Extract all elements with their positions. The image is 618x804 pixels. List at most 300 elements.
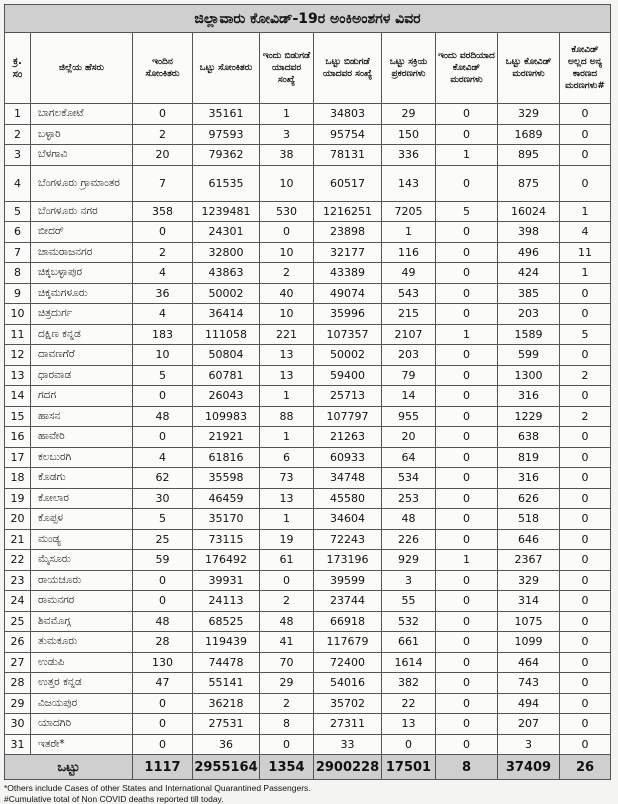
value-cell: 0 — [560, 447, 611, 468]
value-cell: 5 — [560, 324, 611, 345]
value-cell: 50002 — [314, 345, 382, 366]
value-cell: 19 — [260, 529, 314, 550]
value-cell: 2 — [260, 693, 314, 714]
serial-cell: 6 — [5, 222, 31, 243]
value-cell: 0 — [560, 591, 611, 612]
column-header: ಇಂದಿನ ಸೋಂಕಿತರು — [133, 33, 193, 104]
district-name-cell: ರಾಯಚೂರು — [31, 570, 133, 591]
value-cell: 0 — [436, 283, 498, 304]
value-cell: 743 — [498, 673, 560, 694]
value-cell: 55 — [382, 591, 436, 612]
value-cell: 1689 — [498, 124, 560, 145]
value-cell: 0 — [436, 693, 498, 714]
value-cell: 0 — [560, 714, 611, 735]
table-row — [5, 104, 611, 125]
value-cell: 28 — [133, 632, 193, 653]
table-row — [5, 673, 611, 694]
total-cell: 2955164 — [193, 755, 260, 780]
table-row — [5, 201, 611, 222]
value-cell: 0 — [560, 345, 611, 366]
table-body — [5, 104, 611, 755]
table-row — [5, 406, 611, 427]
value-cell: 47 — [133, 673, 193, 694]
district-name-cell: ಬೀದರ್ — [31, 222, 133, 243]
value-cell: 1 — [560, 263, 611, 284]
serial-cell: 23 — [5, 570, 31, 591]
value-cell: 25 — [133, 529, 193, 550]
value-cell: 2 — [260, 263, 314, 284]
value-cell: 0 — [560, 611, 611, 632]
value-cell: 36414 — [193, 304, 260, 325]
value-cell: 34604 — [314, 509, 382, 530]
serial-cell: 21 — [5, 529, 31, 550]
value-cell: 68525 — [193, 611, 260, 632]
district-name-cell: ಗದಗ — [31, 386, 133, 407]
value-cell: 61535 — [193, 165, 260, 201]
table-row — [5, 427, 611, 448]
district-name-cell: ಮಂಡ್ಯ — [31, 529, 133, 550]
value-cell: 48 — [133, 406, 193, 427]
value-cell: 49074 — [314, 283, 382, 304]
value-cell: 0 — [133, 714, 193, 735]
column-header: ಕ್ರ. ಸಂ — [5, 33, 31, 104]
value-cell: 1 — [260, 427, 314, 448]
value-cell: 2 — [560, 406, 611, 427]
table-row — [5, 386, 611, 407]
value-cell: 496 — [498, 242, 560, 263]
district-name-cell: ಚಿಕ್ಕಬಳ್ಳಾಪುರ — [31, 263, 133, 284]
value-cell: 358 — [133, 201, 193, 222]
table-row — [5, 447, 611, 468]
value-cell: 116 — [382, 242, 436, 263]
serial-cell: 26 — [5, 632, 31, 653]
district-name-cell: ಕೋಲಾರ — [31, 488, 133, 509]
value-cell: 0 — [436, 488, 498, 509]
value-cell: 150 — [382, 124, 436, 145]
table-row — [5, 324, 611, 345]
value-cell: 72400 — [314, 652, 382, 673]
district-name-cell: ದಾವಣಗೆರೆ — [31, 345, 133, 366]
district-name-cell: ಹಾವೇರಿ — [31, 427, 133, 448]
table-row — [5, 529, 611, 550]
value-cell: 599 — [498, 345, 560, 366]
value-cell: 49 — [382, 263, 436, 284]
district-covid-table — [4, 4, 611, 780]
value-cell: 183 — [133, 324, 193, 345]
value-cell: 638 — [498, 427, 560, 448]
district-name-cell: ಹಾಸನ — [31, 406, 133, 427]
serial-cell: 27 — [5, 652, 31, 673]
value-cell: 50002 — [193, 283, 260, 304]
value-cell: 0 — [436, 386, 498, 407]
footnote-others: *Others include Cases of other States and International Quarantined Passengers. — [4, 783, 311, 793]
value-cell: 74478 — [193, 652, 260, 673]
value-cell: 203 — [498, 304, 560, 325]
serial-cell: 31 — [5, 734, 31, 755]
district-name-cell: ಕಲಬುರಗಿ — [31, 447, 133, 468]
serial-cell: 18 — [5, 468, 31, 489]
value-cell: 23744 — [314, 591, 382, 612]
value-cell: 0 — [436, 734, 498, 755]
value-cell: 0 — [436, 427, 498, 448]
value-cell: 0 — [133, 591, 193, 612]
value-cell: 22 — [382, 693, 436, 714]
value-cell: 646 — [498, 529, 560, 550]
value-cell: 0 — [436, 570, 498, 591]
district-name-cell: ಧಾರವಾಡ — [31, 365, 133, 386]
value-cell: 21921 — [193, 427, 260, 448]
value-cell: 1 — [382, 222, 436, 243]
column-header: ಒಟ್ಟು ಕೋವಿಡ್ ಮರಣಗಳು — [498, 33, 560, 104]
table-row — [5, 632, 611, 653]
value-cell: 518 — [498, 509, 560, 530]
value-cell: 1075 — [498, 611, 560, 632]
value-cell: 1 — [260, 386, 314, 407]
value-cell: 253 — [382, 488, 436, 509]
value-cell: 0 — [436, 165, 498, 201]
value-cell: 0 — [436, 304, 498, 325]
value-cell: 1 — [436, 550, 498, 571]
value-cell: 203 — [382, 345, 436, 366]
value-cell: 73 — [260, 468, 314, 489]
value-cell: 0 — [560, 734, 611, 755]
value-cell: 0 — [560, 165, 611, 201]
value-cell: 0 — [560, 509, 611, 530]
value-cell: 32177 — [314, 242, 382, 263]
value-cell: 48 — [260, 611, 314, 632]
value-cell: 43389 — [314, 263, 382, 284]
value-cell: 48 — [382, 509, 436, 530]
value-cell: 119439 — [193, 632, 260, 653]
value-cell: 7 — [133, 165, 193, 201]
value-cell: 10 — [133, 345, 193, 366]
district-name-cell: ದಕ್ಷಿಣ ಕನ್ನಡ — [31, 324, 133, 345]
value-cell: 88 — [260, 406, 314, 427]
district-name-cell: ಯಾದಗಿರಿ — [31, 714, 133, 735]
value-cell: 27311 — [314, 714, 382, 735]
value-cell: 316 — [498, 468, 560, 489]
value-cell: 0 — [260, 734, 314, 755]
total-cell: 1354 — [260, 755, 314, 780]
serial-cell: 11 — [5, 324, 31, 345]
serial-cell: 30 — [5, 714, 31, 735]
column-header: ಒಟ್ಟು ಸೋಂಕಿತರು — [193, 33, 260, 104]
value-cell: 0 — [436, 468, 498, 489]
column-header: ಇಂದು ಬಿಡುಗಡೆ ಯಾದವರ ಸಂಖ್ಯೆ — [260, 33, 314, 104]
value-cell: 24113 — [193, 591, 260, 612]
value-cell: 4 — [560, 222, 611, 243]
value-cell: 0 — [436, 242, 498, 263]
total-cell: 2900228 — [314, 755, 382, 780]
value-cell: 0 — [560, 304, 611, 325]
value-cell: 398 — [498, 222, 560, 243]
value-cell: 32800 — [193, 242, 260, 263]
value-cell: 0 — [436, 406, 498, 427]
value-cell: 45580 — [314, 488, 382, 509]
serial-cell: 22 — [5, 550, 31, 571]
value-cell: 2 — [260, 591, 314, 612]
value-cell: 50804 — [193, 345, 260, 366]
value-cell: 111058 — [193, 324, 260, 345]
value-cell: 72243 — [314, 529, 382, 550]
value-cell: 329 — [498, 570, 560, 591]
value-cell: 424 — [498, 263, 560, 284]
value-cell: 143 — [382, 165, 436, 201]
value-cell: 3 — [498, 734, 560, 755]
total-label: ಒಟ್ಟು — [5, 755, 133, 780]
column-header-row — [5, 33, 611, 104]
value-cell: 0 — [436, 714, 498, 735]
value-cell: 30 — [133, 488, 193, 509]
value-cell: 1229 — [498, 406, 560, 427]
table-title: ಜಿಲ್ಲಾವಾರು ಕೋವಿಡ್-19ರ ಅಂಕಿಅಂಶಗಳ ವಿವರ — [5, 5, 611, 33]
value-cell: 0 — [382, 734, 436, 755]
table-row — [5, 468, 611, 489]
serial-cell: 13 — [5, 365, 31, 386]
value-cell: 1300 — [498, 365, 560, 386]
value-cell: 0 — [436, 591, 498, 612]
value-cell: 173196 — [314, 550, 382, 571]
value-cell: 1 — [260, 509, 314, 530]
value-cell: 46459 — [193, 488, 260, 509]
value-cell: 3 — [382, 570, 436, 591]
value-cell: 221 — [260, 324, 314, 345]
value-cell: 13 — [260, 345, 314, 366]
value-cell: 41 — [260, 632, 314, 653]
total-cell: 37409 — [498, 755, 560, 780]
value-cell: 34748 — [314, 468, 382, 489]
value-cell: 2107 — [382, 324, 436, 345]
value-cell: 55141 — [193, 673, 260, 694]
value-cell: 1216251 — [314, 201, 382, 222]
value-cell: 95754 — [314, 124, 382, 145]
value-cell: 6 — [260, 447, 314, 468]
value-cell: 1 — [436, 324, 498, 345]
value-cell: 215 — [382, 304, 436, 325]
value-cell: 38 — [260, 145, 314, 166]
value-cell: 13 — [260, 365, 314, 386]
value-cell: 35996 — [314, 304, 382, 325]
value-cell: 929 — [382, 550, 436, 571]
value-cell: 0 — [133, 693, 193, 714]
serial-cell: 29 — [5, 693, 31, 714]
value-cell: 25713 — [314, 386, 382, 407]
value-cell: 60517 — [314, 165, 382, 201]
table-row — [5, 345, 611, 366]
value-cell: 13 — [260, 488, 314, 509]
value-cell: 0 — [436, 611, 498, 632]
value-cell: 36 — [193, 734, 260, 755]
serial-cell: 5 — [5, 201, 31, 222]
value-cell: 48 — [133, 611, 193, 632]
column-header: ಜಿಲ್ಲೆಯ ಹೆಸರು — [31, 33, 133, 104]
value-cell: 0 — [436, 673, 498, 694]
value-cell: 107357 — [314, 324, 382, 345]
total-row — [5, 755, 611, 780]
table-row — [5, 550, 611, 571]
value-cell: 130 — [133, 652, 193, 673]
value-cell: 33 — [314, 734, 382, 755]
table-row — [5, 145, 611, 166]
district-name-cell: ಬೆಂಗಳೂರು ಗ್ರಾಮಾಂತರ — [31, 165, 133, 201]
value-cell: 70 — [260, 652, 314, 673]
value-cell: 2 — [133, 242, 193, 263]
value-cell: 819 — [498, 447, 560, 468]
value-cell: 10 — [260, 304, 314, 325]
value-cell: 107797 — [314, 406, 382, 427]
value-cell: 0 — [133, 104, 193, 125]
table-row — [5, 509, 611, 530]
footnotes — [4, 783, 610, 804]
value-cell: 0 — [560, 124, 611, 145]
district-name-cell: ಬೆಳಗಾವಿ — [31, 145, 133, 166]
table-row — [5, 304, 611, 325]
value-cell: 26043 — [193, 386, 260, 407]
footnote-non-covid: #Cumulative total of Non COVID deaths reported till today. — [4, 793, 224, 804]
value-cell: 109983 — [193, 406, 260, 427]
value-cell: 0 — [560, 145, 611, 166]
value-cell: 0 — [436, 263, 498, 284]
district-name-cell: ಚಾಮರಾಜನಗರ — [31, 242, 133, 263]
serial-cell: 12 — [5, 345, 31, 366]
table-row — [5, 488, 611, 509]
value-cell: 60781 — [193, 365, 260, 386]
serial-cell: 17 — [5, 447, 31, 468]
value-cell: 0 — [560, 570, 611, 591]
value-cell: 875 — [498, 165, 560, 201]
value-cell: 14 — [382, 386, 436, 407]
value-cell: 0 — [560, 488, 611, 509]
table-row — [5, 611, 611, 632]
table-row — [5, 242, 611, 263]
serial-cell: 7 — [5, 242, 31, 263]
value-cell: 530 — [260, 201, 314, 222]
value-cell: 11 — [560, 242, 611, 263]
serial-cell: 28 — [5, 673, 31, 694]
value-cell: 1099 — [498, 632, 560, 653]
table-row — [5, 365, 611, 386]
value-cell: 39931 — [193, 570, 260, 591]
serial-cell: 15 — [5, 406, 31, 427]
value-cell: 0 — [133, 570, 193, 591]
district-name-cell: ಬಳ್ಳಾರಿ — [31, 124, 133, 145]
district-name-cell: ರಾಮನಗರ — [31, 591, 133, 612]
serial-cell: 3 — [5, 145, 31, 166]
value-cell: 43863 — [193, 263, 260, 284]
value-cell: 97593 — [193, 124, 260, 145]
value-cell: 24301 — [193, 222, 260, 243]
value-cell: 0 — [436, 529, 498, 550]
value-cell: 895 — [498, 145, 560, 166]
value-cell: 176492 — [193, 550, 260, 571]
value-cell: 0 — [133, 222, 193, 243]
value-cell: 0 — [436, 222, 498, 243]
serial-cell: 10 — [5, 304, 31, 325]
table-row — [5, 652, 611, 673]
value-cell: 79 — [382, 365, 436, 386]
district-name-cell: ಕೊಪ್ಪಳ — [31, 509, 133, 530]
value-cell: 78131 — [314, 145, 382, 166]
value-cell: 534 — [382, 468, 436, 489]
total-cell: 1117 — [133, 755, 193, 780]
value-cell: 0 — [560, 550, 611, 571]
district-name-cell: ಚಿಕ್ಕಮಗಳೂರು — [31, 283, 133, 304]
value-cell: 494 — [498, 693, 560, 714]
value-cell: 0 — [560, 673, 611, 694]
value-cell: 21263 — [314, 427, 382, 448]
value-cell: 0 — [560, 652, 611, 673]
district-name-cell: ಚಿತ್ರದುರ್ಗ — [31, 304, 133, 325]
serial-cell: 2 — [5, 124, 31, 145]
value-cell: 35702 — [314, 693, 382, 714]
value-cell: 4 — [133, 447, 193, 468]
value-cell: 20 — [133, 145, 193, 166]
value-cell: 7205 — [382, 201, 436, 222]
serial-cell: 8 — [5, 263, 31, 284]
value-cell: 5 — [133, 365, 193, 386]
column-header: ಇಂದು ವರದಿಯಾದ ಕೋವಿಡ್ ಮರಣಗಳು — [436, 33, 498, 104]
value-cell: 16024 — [498, 201, 560, 222]
value-cell: 0 — [436, 447, 498, 468]
value-cell: 39599 — [314, 570, 382, 591]
table-row — [5, 714, 611, 735]
value-cell: 661 — [382, 632, 436, 653]
value-cell: 382 — [382, 673, 436, 694]
value-cell: 0 — [560, 632, 611, 653]
value-cell: 23898 — [314, 222, 382, 243]
value-cell: 8 — [260, 714, 314, 735]
table-row — [5, 591, 611, 612]
value-cell: 955 — [382, 406, 436, 427]
serial-cell: 14 — [5, 386, 31, 407]
value-cell: 626 — [498, 488, 560, 509]
value-cell: 207 — [498, 714, 560, 735]
district-name-cell: ಇತರೇ* — [31, 734, 133, 755]
value-cell: 0 — [133, 734, 193, 755]
value-cell: 543 — [382, 283, 436, 304]
value-cell: 0 — [560, 104, 611, 125]
value-cell: 0 — [560, 468, 611, 489]
serial-cell: 25 — [5, 611, 31, 632]
value-cell: 34803 — [314, 104, 382, 125]
value-cell: 532 — [382, 611, 436, 632]
value-cell: 1614 — [382, 652, 436, 673]
covid-stats-sheet — [4, 4, 610, 804]
district-name-cell: ಬೆಂಗಳೂರು ನಗರ — [31, 201, 133, 222]
serial-cell: 4 — [5, 165, 31, 201]
value-cell: 29 — [260, 673, 314, 694]
serial-cell: 24 — [5, 591, 31, 612]
value-cell: 0 — [133, 386, 193, 407]
value-cell: 0 — [436, 345, 498, 366]
value-cell: 2367 — [498, 550, 560, 571]
value-cell: 66918 — [314, 611, 382, 632]
table-row — [5, 263, 611, 284]
value-cell: 61816 — [193, 447, 260, 468]
value-cell: 36218 — [193, 693, 260, 714]
value-cell: 314 — [498, 591, 560, 612]
serial-cell: 20 — [5, 509, 31, 530]
value-cell: 0 — [133, 427, 193, 448]
value-cell: 4 — [133, 263, 193, 284]
value-cell: 0 — [560, 427, 611, 448]
district-name-cell: ಉತ್ತರ ಕನ್ನಡ — [31, 673, 133, 694]
value-cell: 73115 — [193, 529, 260, 550]
value-cell: 1589 — [498, 324, 560, 345]
table-row — [5, 124, 611, 145]
value-cell: 54016 — [314, 673, 382, 694]
value-cell: 35170 — [193, 509, 260, 530]
